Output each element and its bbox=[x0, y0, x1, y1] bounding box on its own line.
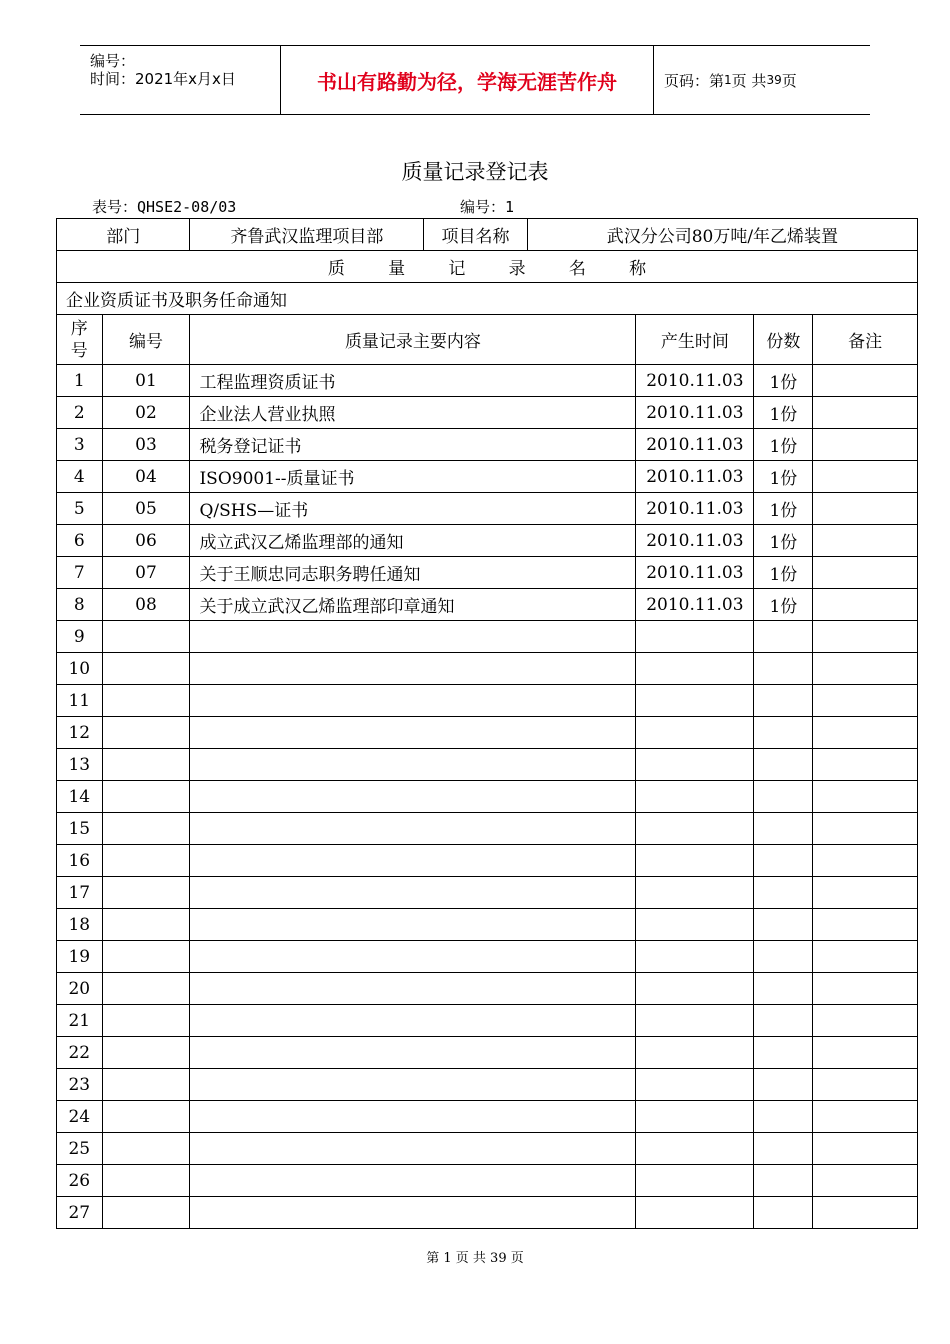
row-remark bbox=[813, 1005, 918, 1037]
row-copies bbox=[754, 1133, 813, 1165]
row-copies bbox=[754, 845, 813, 877]
row-code: 03 bbox=[102, 429, 190, 461]
document-title: 质量记录登记表 bbox=[401, 160, 549, 184]
row-code bbox=[102, 941, 190, 973]
row-date bbox=[636, 1165, 754, 1197]
row-code bbox=[102, 1069, 190, 1101]
row-remark bbox=[813, 493, 918, 525]
row-copies bbox=[754, 909, 813, 941]
row-code bbox=[102, 845, 190, 877]
record-name-row bbox=[57, 251, 918, 283]
row-remark bbox=[813, 781, 918, 813]
row-content: Q/SHS—证书 bbox=[190, 493, 636, 525]
row-code: 06 bbox=[102, 525, 190, 557]
row-code: 08 bbox=[102, 589, 190, 621]
row-content bbox=[190, 909, 636, 941]
row-content bbox=[190, 941, 636, 973]
row-content bbox=[190, 1101, 636, 1133]
row-seq: 22 bbox=[57, 1037, 103, 1069]
dept-row bbox=[57, 219, 918, 251]
row-seq: 13 bbox=[57, 749, 103, 781]
row-remark bbox=[813, 909, 918, 941]
table-row bbox=[57, 845, 918, 877]
row-content: 税务登记证书 bbox=[190, 429, 636, 461]
row-seq: 11 bbox=[57, 685, 103, 717]
row-code: 02 bbox=[102, 397, 190, 429]
row-seq: 8 bbox=[57, 589, 103, 621]
row-copies: 1份 bbox=[754, 557, 813, 589]
table-row bbox=[57, 717, 918, 749]
row-copies bbox=[754, 781, 813, 813]
row-copies: 1份 bbox=[754, 493, 813, 525]
row-content bbox=[190, 685, 636, 717]
table-row bbox=[57, 461, 918, 493]
row-code bbox=[102, 1133, 190, 1165]
row-content: 企业法人营业执照 bbox=[190, 397, 636, 429]
row-content bbox=[190, 653, 636, 685]
table-row bbox=[57, 685, 918, 717]
row-date bbox=[636, 1101, 754, 1133]
table-row bbox=[57, 493, 918, 525]
row-date bbox=[636, 749, 754, 781]
row-code bbox=[102, 1005, 190, 1037]
page-footer: 第 1 页 共 39 页 bbox=[426, 1251, 524, 1266]
row-seq: 26 bbox=[57, 1165, 103, 1197]
table-row bbox=[57, 1069, 918, 1101]
row-copies: 1份 bbox=[754, 461, 813, 493]
row-code bbox=[102, 621, 190, 653]
project-value: 武汉分公司80万吨/年乙烯装置 bbox=[527, 219, 917, 251]
row-copies bbox=[754, 1197, 813, 1229]
row-seq: 20 bbox=[57, 973, 103, 1005]
table-row bbox=[57, 973, 918, 1005]
row-copies bbox=[754, 973, 813, 1005]
row-remark bbox=[813, 1165, 918, 1197]
row-seq: 2 bbox=[57, 397, 103, 429]
row-seq: 23 bbox=[57, 1069, 103, 1101]
row-copies bbox=[754, 717, 813, 749]
col-content-header: 质量记录主要内容 bbox=[190, 315, 636, 365]
table-row bbox=[57, 813, 918, 845]
column-header-row bbox=[57, 315, 918, 365]
row-remark bbox=[813, 1197, 918, 1229]
col-date-header: 产生时间 bbox=[636, 315, 754, 365]
row-date bbox=[636, 1005, 754, 1037]
row-seq: 10 bbox=[57, 653, 103, 685]
row-remark bbox=[813, 365, 918, 397]
row-copies bbox=[754, 1005, 813, 1037]
row-remark bbox=[813, 1133, 918, 1165]
row-copies bbox=[754, 1069, 813, 1101]
row-seq: 3 bbox=[57, 429, 103, 461]
row-code bbox=[102, 973, 190, 1005]
row-copies: 1份 bbox=[754, 525, 813, 557]
row-copies bbox=[754, 1037, 813, 1069]
table-row bbox=[57, 1101, 918, 1133]
row-copies bbox=[754, 1165, 813, 1197]
row-code: 01 bbox=[102, 365, 190, 397]
row-code bbox=[102, 653, 190, 685]
table-row bbox=[57, 1165, 918, 1197]
col-code-header: 编号 bbox=[102, 315, 190, 365]
page-header bbox=[80, 45, 870, 115]
row-content bbox=[190, 1197, 636, 1229]
time-label: 时间：2021年x月x日 bbox=[90, 70, 236, 88]
table-row bbox=[57, 589, 918, 621]
row-code bbox=[102, 813, 190, 845]
row-copies bbox=[754, 813, 813, 845]
table-row bbox=[57, 525, 918, 557]
row-date bbox=[636, 781, 754, 813]
table-row bbox=[57, 941, 918, 973]
row-seq: 12 bbox=[57, 717, 103, 749]
row-copies bbox=[754, 685, 813, 717]
row-remark bbox=[813, 973, 918, 1005]
row-seq: 1 bbox=[57, 365, 103, 397]
record-name-header: 质 量 记 录 名 称 bbox=[57, 251, 918, 283]
row-seq: 18 bbox=[57, 909, 103, 941]
table-row bbox=[57, 781, 918, 813]
row-remark bbox=[813, 813, 918, 845]
row-copies bbox=[754, 941, 813, 973]
table-row bbox=[57, 621, 918, 653]
row-remark bbox=[813, 557, 918, 589]
row-seq: 27 bbox=[57, 1197, 103, 1229]
page-label-mid: 页 共 bbox=[731, 71, 767, 90]
row-code bbox=[102, 1197, 190, 1229]
row-remark bbox=[813, 525, 918, 557]
row-date: 2010.11.03 bbox=[636, 397, 754, 429]
table-row bbox=[57, 365, 918, 397]
table-row bbox=[57, 397, 918, 429]
row-seq: 21 bbox=[57, 1005, 103, 1037]
row-date: 2010.11.03 bbox=[636, 589, 754, 621]
row-remark bbox=[813, 589, 918, 621]
row-remark bbox=[813, 1069, 918, 1101]
row-remark bbox=[813, 877, 918, 909]
row-seq: 15 bbox=[57, 813, 103, 845]
row-remark bbox=[813, 749, 918, 781]
table-row bbox=[57, 429, 918, 461]
row-remark bbox=[813, 1037, 918, 1069]
row-code bbox=[102, 781, 190, 813]
row-code bbox=[102, 877, 190, 909]
serial-number: 编号：1 bbox=[460, 198, 515, 216]
section-title: 企业资质证书及职务任命通知 bbox=[57, 283, 918, 315]
row-remark bbox=[813, 397, 918, 429]
table-row bbox=[57, 749, 918, 781]
row-remark bbox=[813, 685, 918, 717]
row-content bbox=[190, 845, 636, 877]
section-row bbox=[57, 283, 918, 315]
row-date: 2010.11.03 bbox=[636, 493, 754, 525]
row-code bbox=[102, 1037, 190, 1069]
row-seq: 16 bbox=[57, 845, 103, 877]
row-date bbox=[636, 941, 754, 973]
table-row bbox=[57, 877, 918, 909]
row-content bbox=[190, 973, 636, 1005]
row-copies bbox=[754, 653, 813, 685]
row-seq: 17 bbox=[57, 877, 103, 909]
row-content: 关于成立武汉乙烯监理部印章通知 bbox=[190, 589, 636, 621]
row-content bbox=[190, 813, 636, 845]
table-row bbox=[57, 653, 918, 685]
row-seq: 7 bbox=[57, 557, 103, 589]
row-content bbox=[190, 1069, 636, 1101]
row-content: 关于王顺忠同志职务聘任通知 bbox=[190, 557, 636, 589]
table-row bbox=[57, 909, 918, 941]
row-code bbox=[102, 909, 190, 941]
row-seq: 14 bbox=[57, 781, 103, 813]
row-seq: 9 bbox=[57, 621, 103, 653]
row-date bbox=[636, 813, 754, 845]
row-content bbox=[190, 1005, 636, 1037]
row-seq: 4 bbox=[57, 461, 103, 493]
page-total: 39 bbox=[766, 73, 782, 87]
table-row bbox=[57, 1037, 918, 1069]
row-copies: 1份 bbox=[754, 365, 813, 397]
row-copies bbox=[754, 621, 813, 653]
row-remark bbox=[813, 621, 918, 653]
row-content bbox=[190, 621, 636, 653]
row-content bbox=[190, 781, 636, 813]
number-label: 编号： bbox=[90, 52, 136, 70]
row-content bbox=[190, 749, 636, 781]
col-copies-header: 份数 bbox=[754, 315, 813, 365]
row-copies: 1份 bbox=[754, 397, 813, 429]
row-code: 07 bbox=[102, 557, 190, 589]
row-date bbox=[636, 1069, 754, 1101]
row-copies bbox=[754, 749, 813, 781]
row-remark bbox=[813, 1101, 918, 1133]
col-seq-line2: 号 bbox=[70, 340, 88, 361]
row-date bbox=[636, 1197, 754, 1229]
row-date bbox=[636, 1133, 754, 1165]
row-date bbox=[636, 717, 754, 749]
row-remark bbox=[813, 461, 918, 493]
page-label-prefix: 页码：第 bbox=[664, 71, 725, 90]
row-date bbox=[636, 909, 754, 941]
row-seq: 24 bbox=[57, 1101, 103, 1133]
row-content: 成立武汉乙烯监理部的通知 bbox=[190, 525, 636, 557]
row-content bbox=[190, 717, 636, 749]
quality-record-table bbox=[56, 218, 918, 1229]
row-date bbox=[636, 973, 754, 1005]
page-label-suffix: 页 bbox=[781, 71, 797, 90]
table-row bbox=[57, 1197, 918, 1229]
project-label: 项目名称 bbox=[424, 219, 527, 251]
table-row bbox=[57, 1005, 918, 1037]
row-content: ISO9001--质量证书 bbox=[190, 461, 636, 493]
row-content bbox=[190, 877, 636, 909]
row-copies bbox=[754, 877, 813, 909]
table-body bbox=[57, 365, 918, 1229]
motto: 书山有路勤为径，学海无涯苦作舟 bbox=[281, 46, 654, 114]
row-date bbox=[636, 653, 754, 685]
row-content: 工程监理资质证书 bbox=[190, 365, 636, 397]
row-seq: 6 bbox=[57, 525, 103, 557]
row-date bbox=[636, 685, 754, 717]
row-seq: 5 bbox=[57, 493, 103, 525]
row-date bbox=[636, 621, 754, 653]
row-remark bbox=[813, 429, 918, 461]
row-date: 2010.11.03 bbox=[636, 429, 754, 461]
page-indicator bbox=[664, 46, 870, 114]
row-date: 2010.11.03 bbox=[636, 557, 754, 589]
row-date bbox=[636, 845, 754, 877]
row-date bbox=[636, 1037, 754, 1069]
row-copies bbox=[754, 1101, 813, 1133]
header-info-cell bbox=[80, 46, 281, 114]
table-row bbox=[57, 557, 918, 589]
row-copies: 1份 bbox=[754, 589, 813, 621]
row-date: 2010.11.03 bbox=[636, 461, 754, 493]
dept-value: 齐鲁武汉监理项目部 bbox=[190, 219, 424, 251]
row-date: 2010.11.03 bbox=[636, 365, 754, 397]
row-remark bbox=[813, 845, 918, 877]
row-seq: 25 bbox=[57, 1133, 103, 1165]
table-row bbox=[57, 1133, 918, 1165]
form-number: 表号：QHSE2-08/03 bbox=[92, 198, 237, 216]
page-current: 1 bbox=[724, 73, 732, 87]
row-code bbox=[102, 749, 190, 781]
row-code bbox=[102, 685, 190, 717]
row-code bbox=[102, 1101, 190, 1133]
row-date: 2010.11.03 bbox=[636, 525, 754, 557]
row-content bbox=[190, 1037, 636, 1069]
dept-label: 部门 bbox=[57, 219, 190, 251]
row-content bbox=[190, 1165, 636, 1197]
col-seq-header bbox=[57, 315, 103, 365]
row-code: 04 bbox=[102, 461, 190, 493]
row-content bbox=[190, 1133, 636, 1165]
col-seq-line1: 序 bbox=[70, 318, 88, 339]
row-remark bbox=[813, 717, 918, 749]
row-remark bbox=[813, 941, 918, 973]
row-copies: 1份 bbox=[754, 429, 813, 461]
col-remark-header: 备注 bbox=[813, 315, 918, 365]
row-seq: 19 bbox=[57, 941, 103, 973]
row-code bbox=[102, 717, 190, 749]
row-code bbox=[102, 1165, 190, 1197]
row-remark bbox=[813, 653, 918, 685]
row-code: 05 bbox=[102, 493, 190, 525]
row-date bbox=[636, 877, 754, 909]
